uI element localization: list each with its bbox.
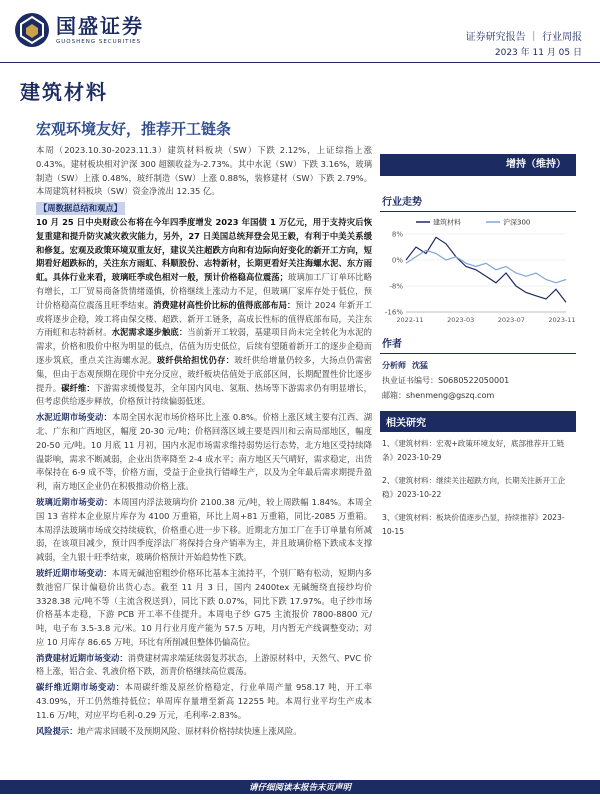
related-research-heading: 相关研究: [380, 411, 576, 432]
legend-label: 建筑材料: [433, 218, 461, 227]
report-header: [0, 0, 600, 62]
page-title: 建筑材料: [20, 80, 108, 104]
x-tick-label: 2023-11: [548, 316, 576, 324]
weekly-intro: 本周（2023.10.30-2023.11.3）建筑材料板块（SW）下跌 2.12%，上证综指上涨 0.43%。建材板块相对沪深 300 超额收益为-2.73%。其中水泥（SW）下跌 3.16%，玻璃制造（SW）上涨 0.48%，玻纤制造（SW）上涨 0.88%，装修建材（SW）下跌 2.79%。本周建筑材料板块（SW）资金净流出 12.35 亿。: [36, 145, 372, 197]
series-line-0: [406, 237, 566, 302]
y-tick-label: -8%: [389, 282, 403, 291]
rating-badge: 增持（维持）: [380, 154, 576, 176]
analyst-heading: 作者: [380, 332, 576, 354]
section-heading-views: 【周数据总结和观点】: [36, 202, 125, 215]
x-tick-label: 2023-07: [497, 316, 525, 324]
header-divider: [0, 62, 600, 63]
trend-chart-svg: [380, 212, 576, 332]
x-tick-label: 2023-03: [447, 316, 475, 324]
report-date: 2023 年 11 月 05 日: [494, 48, 582, 58]
series-line-1: [406, 250, 566, 282]
logo-english-name: GUOSHENG SECURITIES: [56, 39, 142, 45]
related-item[interactable]: 1、《建筑材料：宏观+政策环境友好，底部推荐开工链条》2023-10-29: [382, 439, 565, 462]
legend-label: 沪深300: [503, 218, 531, 227]
analyst-name: 沈猛: [412, 361, 428, 370]
y-tick-label: 8%: [391, 230, 403, 239]
glass-paragraph: 玻璃近期市场变动：本周国内浮法玻璃均价 2100.38 元/吨，较上周跌幅 1.84%。本周全国 13 省样本企业原片库存为 4100 万重箱，环比上周+81 万重箱，同比-2085 万重箱。本周浮法玻璃市场成交持续疲软，价格重心进一步下移。近期北方加工厂在手订单量有所减弱，在该项目减少，预计四季度浮法厂将保持合身产销率为主，并且玻璃价格下跌成本支撑减弱，全九银十旺季结束，玻璃价格预计开始趋势性下跌。: [36, 496, 372, 563]
related-item[interactable]: 3、《建筑材料：板块价值逐步凸显，持续推荐》2023-10-15: [382, 513, 565, 536]
views-paragraph: 10 月 25 日中央财政公布将在今年四季度增发 2023 年国债 1 万亿元，用于支持灾后恢复重建和提升防灾减灾救灾能力，另外，27 日美国总统拜登会见王毅，有利于中美关系缓和修复。宏观及政策环境双重友好，建议关注超跌方向和有边际向好变化的新开工方向，短期看好超跌标的，关注东方雨虹、科顺股份、志特新材，长期更看好关注海螺水泥、东方雨虹。具体行业来看，玻璃旺季或色相对一般，预计价格稳高位震荡；玻璃加工厂订单环比略有增长，工厂贸易商备货情绪谨慎，价格继续上涨动力不足，但玻璃厂家库存处于低位，预计价格稳高位震荡且旺季结束。消费建材高性价比标的值得底部布局：预计 2024 年新开工或将逐步企稳，竣工将由保交楼、超跌、新开工链条，高成长性标的值得底部布局，关注东方雨虹和志特新材。水泥需求逐步触底：当前新开工较弱，基建项目尚未完全转化为水泥的需求，价格和股价中枢为明显的低点，估值为历史低位，后续有望随着新开工的逐步企稳而逐步筑底，重点关注海螺水泥。玻纤供给担忧仍存：玻纤供给增量仍较多，大扬点仍需密集，但由于态观预期在现价中充分反应，玻纤板块估值处于底部区间，长期配置性价比逐步提升。碳纤维：下游需求缓慢复苏，全年国内风电、氢瓶、热场等下游需求仍有明显增长，但考虑供给逐步释放，价格预计持续偏弱低迷。: [36, 216, 372, 407]
carbon-paragraph: 碳纤维近期市场变动：本周碳纤维及原丝价格稳定，行业单周产量 958.17 吨，开工率 43.09%，开工仍然维持低位；单周库存量增至新高 12255 吨。本周行业平均生产成本 11.6 万/吨，对应平均毛利-0.29 万元，毛利率-2.83%。: [36, 682, 372, 720]
analyst-role: 分析师: [382, 361, 406, 370]
y-tick-label: 0%: [391, 256, 403, 265]
license-number: 执业证书编号：S0680522050001: [382, 376, 510, 385]
document-type: 证券研究报告 ｜ 行业周报: [465, 32, 582, 43]
footer-disclaimer: 请仔细阅读本报告末页声明: [248, 783, 351, 793]
y-tick-label: -16%: [384, 308, 403, 317]
main-text-column: [36, 144, 372, 740]
fiber-paragraph: 玻纤近期市场变动：本周无碱池窑粗纱价格环比基本主流持平，个别厂略有松动，短期内多数池窑厂保计偏稳价出货心态。截至 11 月 3 日，国内 2400tex 无碱缠绕直接纱均价 3328.38 元/吨不等（主流含税送到），同比下跌 0.07%，同比下跌 17.97%。电子纱市场价格基本走稳，下游 PCB 开工率不佳提升。本周电子纱 G75 主流报价 7800-8800 元/吨，电子布 3.5-3.8 元/米。10 月行业月度产能为 57.5 万吨，月内暂无产线调整变动；对应 10 月库存 86.65 万吨，环比有所削减但整体仍偏高位。: [36, 567, 372, 647]
analyst-email[interactable]: 邮箱：shenmeng@gszq.com: [382, 391, 495, 400]
x-tick-label: 2022-11: [396, 316, 424, 324]
trend-heading: 行业走势: [380, 190, 576, 212]
sidebar: [380, 144, 576, 553]
report-subtitle: 宏观环境友好，推荐开工链条: [36, 120, 232, 138]
logo-chinese-name: 国盛证券: [56, 14, 144, 38]
logo-icon: [14, 12, 50, 48]
related-research-list: [380, 432, 576, 553]
analyst-info: [380, 354, 576, 407]
cement-paragraph: 水泥近期市场变动：本周全国水泥市场价格环比上涨 0.8%。价格上涨区域主要有江西、湖北、广东和广西地区，幅度 20-30 元/吨；价格回落区域主要是四川和云南局部地区，幅度 20-50 元/吨。10 月底 11 月初，国内水泥市场需求维持弱势运行态势，北方地区受持续降温影响，需求不断减弱，企业出货率降至 2-4 成水平；南方地区天气晴好，需求稳定，出货率保持在 6-9 成不等，价格方面，受益于企业执行错峰生产，以及为全年最后需求期提升盈利，南方地区企业仍在积极推动价格上涨。: [36, 412, 372, 492]
related-item[interactable]: 2、《建筑材料：继续关注超跌方向，长期关注新开工企稳》2023-10-22: [382, 476, 566, 499]
consumer-paragraph: 消费建材近期市场变动：消费建材需求端延续弱复苏状态，上游原材料中，天然气、PVC 价格上涨，铝合金、乳液价格下跌，沥青价格继续高位震荡。: [36, 652, 372, 677]
risk-paragraph: 风险提示：地产需求回暖不及预期风险、原材料价格持续快速上涨风险。: [36, 725, 302, 736]
trend-chart: [380, 212, 576, 332]
company-logo: [14, 12, 144, 48]
